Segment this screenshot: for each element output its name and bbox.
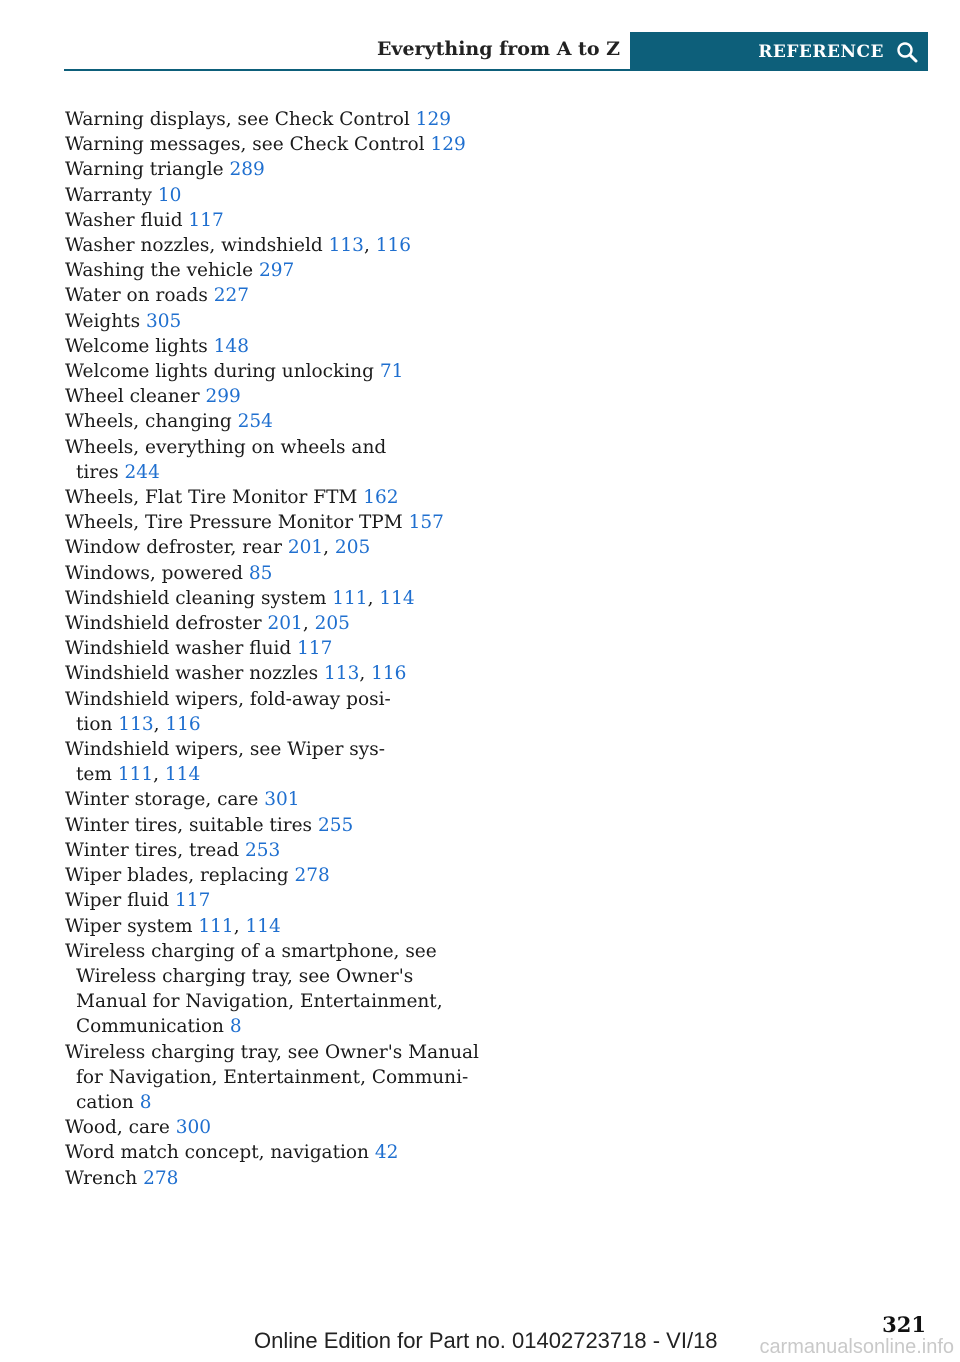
- index-entry: [65, 334, 505, 359]
- page-link[interactable]: 114: [245, 915, 281, 937]
- index-entry: [65, 107, 505, 132]
- page-link[interactable]: 148: [213, 335, 249, 357]
- index-entry: [65, 939, 505, 1040]
- page-link[interactable]: 162: [363, 487, 399, 509]
- index-entry: [65, 409, 505, 434]
- index-entry: Wiper system 111, 114: [65, 915, 281, 937]
- watermark: carmanualsonline.info: [759, 1336, 954, 1358]
- index-term: Warning displays, see Check Control: [65, 109, 410, 130]
- index-term: Windshield defroster: [65, 613, 262, 635]
- page-link[interactable]: 8: [139, 1091, 152, 1113]
- page-link[interactable]: 157: [408, 512, 444, 534]
- index-term: Winter tires, tread: [65, 839, 240, 861]
- index-entry: [65, 787, 505, 812]
- header-rule: [64, 69, 928, 71]
- index-term: Windshield wipers, fold-away posi- tion: [65, 688, 391, 735]
- index-term: Window defroster, rear: [65, 537, 282, 559]
- index-entry: [65, 1140, 505, 1165]
- index-entry: [65, 384, 505, 409]
- index-term: Wiper blades, replacing: [65, 865, 289, 887]
- index-term: Wheels, changing: [65, 411, 232, 433]
- index-term: Warranty: [65, 184, 152, 206]
- index-entry: [65, 157, 505, 182]
- index-term: Wireless charging tray, see Owner's Manual for Navigation, Entertainment, Communi- cation: [65, 1041, 479, 1113]
- index-entry: [65, 258, 505, 283]
- page-link[interactable]: 111: [332, 587, 368, 609]
- index-entry: [65, 838, 505, 863]
- index-entry: Window defroster, rear 201, 205: [65, 537, 371, 559]
- page-link[interactable]: 253: [245, 839, 281, 861]
- index-entry: Windshield wipers, fold-away posi- tion 113, 116: [65, 688, 391, 735]
- index-entry: [65, 359, 505, 384]
- page-link[interactable]: 129: [415, 109, 451, 130]
- page-link[interactable]: 113: [324, 663, 360, 685]
- index-entry: [65, 208, 505, 233]
- search-icon: [896, 41, 918, 63]
- page-link[interactable]: 297: [258, 260, 295, 282]
- page-link[interactable]: 278: [143, 1167, 179, 1189]
- index-entry: [65, 132, 505, 157]
- page-link[interactable]: 114: [379, 587, 415, 609]
- index-list: [65, 107, 505, 1191]
- page-link[interactable]: 201: [287, 537, 324, 559]
- page-link[interactable]: 244: [124, 461, 160, 483]
- page-header: [64, 32, 928, 72]
- index-term: Windshield washer fluid: [65, 638, 292, 660]
- page-link[interactable]: 301: [264, 789, 300, 811]
- index-entry: [65, 888, 505, 913]
- page-link[interactable]: 117: [297, 638, 333, 660]
- page-link[interactable]: 116: [371, 663, 407, 685]
- index-term: Word match concept, navigation: [65, 1142, 369, 1164]
- index-term: Weights: [65, 310, 141, 332]
- index-term: Windows, powered: [65, 562, 243, 584]
- index-entry: Washer nozzles, windshield 113, 116: [65, 235, 412, 257]
- page-link[interactable]: 278: [294, 865, 330, 887]
- index-entry: [65, 636, 505, 661]
- index-entry: [65, 1115, 505, 1140]
- index-entry: [65, 183, 505, 208]
- page-link[interactable]: 111: [198, 915, 234, 937]
- page-link[interactable]: 10: [157, 184, 182, 206]
- index-term: Wheels, Flat Tire Monitor FTM: [65, 487, 358, 509]
- page-link[interactable]: 289: [229, 159, 265, 181]
- index-term: Washer fluid: [65, 209, 183, 231]
- index-term: Washing the vehicle: [65, 260, 254, 282]
- page-link[interactable]: 113: [118, 713, 154, 735]
- page-link[interactable]: 116: [375, 235, 412, 257]
- page-link[interactable]: 201: [267, 613, 303, 635]
- index-entry: [65, 813, 505, 838]
- index-entry: [65, 510, 505, 535]
- page-link[interactable]: 117: [175, 890, 211, 912]
- page-link[interactable]: 129: [430, 134, 466, 156]
- index-term: Wheel cleaner: [65, 386, 200, 408]
- index-entry: [65, 561, 505, 586]
- index-term: Wireless charging of a smartphone, see Wireless charging tray, see Owner's Manual for Navigation, Entertainment, Communication: [65, 940, 443, 1038]
- index-term: Wrench: [65, 1167, 138, 1189]
- index-term: Washer nozzles, windshield: [65, 235, 323, 257]
- page-link[interactable]: 305: [145, 310, 182, 332]
- index-entry: [65, 1166, 505, 1191]
- page-link[interactable]: 113: [328, 235, 364, 257]
- index-term: Water on roads: [65, 285, 208, 307]
- index-term: Welcome lights during unlocking: [65, 361, 374, 383]
- page-link[interactable]: 111: [117, 764, 154, 786]
- reference-tab[interactable]: [630, 32, 928, 71]
- page-link[interactable]: 299: [205, 386, 241, 408]
- reference-tab-label: REFERENCE: [758, 41, 884, 62]
- page-link[interactable]: 114: [164, 764, 201, 786]
- index-term: Windshield wipers, see Wiper sys- tem: [65, 739, 386, 786]
- index-entry: [65, 1040, 505, 1116]
- index-term: Wheels, Tire Pressure Monitor TPM: [65, 512, 403, 534]
- index-term: Wood, care: [65, 1117, 170, 1139]
- index-entry: [65, 309, 505, 334]
- index-term: Wheels, everything on wheels and tires: [65, 436, 387, 483]
- index-entry: Windshield cleaning system 111, 114: [65, 587, 415, 609]
- page-link[interactable]: 117: [188, 209, 224, 231]
- index-entry: Windshield defroster 201, 205: [65, 613, 350, 635]
- index-term: Warning messages, see Check Control: [65, 134, 425, 156]
- page-link[interactable]: 227: [213, 285, 250, 307]
- index-entry: Windshield wipers, see Wiper sys- tem 111, 114: [65, 739, 386, 786]
- index-term: Winter tires, suitable tires: [65, 814, 313, 836]
- index-term: Warning triangle: [65, 159, 224, 181]
- index-term: Wiper fluid: [65, 890, 170, 912]
- page-link[interactable]: 205: [314, 613, 350, 635]
- page-link[interactable]: 205: [334, 537, 371, 559]
- section-title: Everything from A to Z: [376, 38, 620, 60]
- index-term: Windshield washer nozzles: [65, 663, 319, 685]
- page-number: 321: [882, 1312, 926, 1337]
- page-link[interactable]: 255: [317, 814, 354, 836]
- page-link[interactable]: 300: [175, 1117, 212, 1139]
- index-term: Wiper system: [65, 915, 193, 937]
- index-term: Winter storage, care: [65, 789, 259, 811]
- index-entry: Windshield washer nozzles 113, 116: [65, 663, 407, 685]
- page-link[interactable]: 116: [165, 713, 201, 735]
- index-entry: [65, 435, 505, 485]
- page-link[interactable]: 42: [374, 1142, 399, 1164]
- page-link[interactable]: 71: [379, 361, 404, 383]
- page-link[interactable]: 254: [237, 411, 273, 433]
- index-term: Welcome lights: [65, 335, 208, 357]
- index-term: Windshield cleaning system: [65, 587, 327, 609]
- index-entry: [65, 485, 505, 510]
- index-entry: [65, 863, 505, 888]
- page-link[interactable]: 8: [229, 1016, 242, 1038]
- edition-text: Online Edition for Part no. 01402723718 - VI/18: [254, 1328, 718, 1353]
- page-link[interactable]: 85: [248, 562, 273, 584]
- index-entry: [65, 283, 505, 308]
